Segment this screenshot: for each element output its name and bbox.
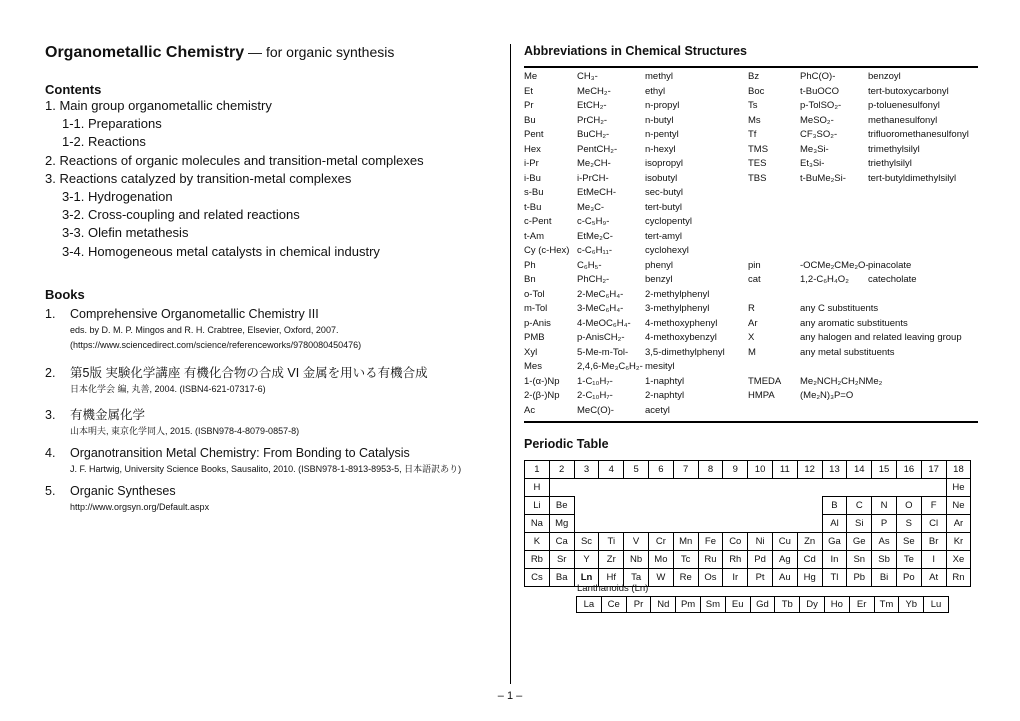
element-cell: Sn [847,551,872,569]
contents-item: 1-2. Reactions [62,134,146,150]
abbr-formula: Me₃C- [577,201,605,213]
abbr-symbol: Pent [524,129,544,140]
element-cell: Na [525,515,550,533]
abbr-name: 4-methoxybenzyl [645,332,717,343]
lanthanoid-row [577,597,949,613]
abbr-name-2: benzoyl [868,71,901,82]
contents-heading: Contents [45,82,102,97]
element-cell: Ir [723,569,748,587]
title-subtitle: — for organic synthesis [244,44,395,60]
element-cell: Rn [946,569,971,587]
element-cell: Ni [748,533,773,551]
book-title [45,407,500,424]
lanthanoid-cell: Ho [824,597,849,613]
element-cell: P [872,515,897,533]
lanthanoid-cell: Dy [800,597,825,613]
element-cell: Sr [549,551,574,569]
book-title-text: Comprehensive Organometallic Chemistry III [70,306,319,321]
element-cell: Se [896,533,921,551]
contents-item: 3-2. Cross-coupling and related reactions [62,207,300,223]
abbr-name: 3,5-dimethylphenyl [645,346,725,358]
lanthanoids-label: Lanthanoids (Ln) [577,583,649,594]
abbr-formula: PrCH₂- [577,114,608,126]
abbr-symbol-2: TBS [748,172,767,184]
abbr-symbol: Et [524,85,533,97]
abbr-name: isobutyl [645,172,678,184]
element-cell: Bi [872,569,897,587]
lanthanoid-cell: Nd [651,597,676,613]
contents-item: 3-1. Hydrogenation [62,188,173,204]
element-cell: Kr [946,533,971,551]
empty-gap [574,497,822,515]
lanthanoid-cell: Yb [899,597,924,613]
lanthanoid-cell: Pm [676,597,701,613]
abbr-name: n-hexyl [645,143,676,155]
lanthanoids-table [576,596,949,613]
abbr-symbol: m-Tol [524,303,548,314]
book-detail: J. F. Hartwig, University Science Books, Sausalito, 2010. (ISBN978-1-8913-8953-5, 日本語訳あり) [70,463,462,474]
empty-gap [574,515,822,533]
abbr-symbol-2: pin [748,259,761,271]
element-cell: Mo [648,551,673,569]
element-cell: B [822,497,847,515]
abbr-formula: 4-MeOC₆H₄- [577,317,631,329]
lanthanoid-cell: Ce [601,597,626,613]
element-cell: Te [896,551,921,569]
abbr-symbol: t-Bu [524,201,542,213]
abbr-formula-2: any metal substituents [800,346,895,358]
abbr-symbol-2: TMS [748,143,769,155]
element-cell: Al [822,515,847,533]
element-cell: Tc [673,551,698,569]
book-detail: http://www.orgsyn.org/Default.aspx [70,501,210,512]
abbr-name: methyl [645,71,673,82]
abbr-symbol: Mes [524,361,542,372]
abbr-symbol: i-Bu [524,172,541,184]
lanthanoid-cell: La [577,597,602,613]
abbr-symbol: PMB [524,332,545,343]
group-number: 9 [723,461,748,479]
book-entry [45,407,500,439]
periodic-table [524,460,971,587]
element-cell: Ag [772,551,797,569]
abbr-symbol-2: TMEDA [748,375,782,387]
book-detail: eds. by D. M. P. Mingos and R. H. Crabtree, Elsevier, Oxford, 2007. [70,324,339,335]
abbr-name-2: catecholate [868,274,917,285]
group-number: 15 [872,461,897,479]
abbr-formula: p-AnisCH₂- [577,332,625,343]
element-cell: Tl [822,569,847,587]
book-detail: 日本化学会 編, 丸善, 2004. (ISBN4-621-07317-6) [70,383,266,394]
abbr-symbol-2: Boc [748,85,765,97]
abbr-formula: 2-C₁₀H₇- [577,390,613,401]
abbr-formula-2: Me₂NCH₂CH₂NMe₂ [800,375,883,387]
abbr-name: n-pentyl [645,129,679,140]
book-number: 2. [45,365,56,380]
book-title-text: 有機金属化学 [70,407,146,422]
element-cell: Os [698,569,723,587]
element-cell: Cs [525,569,550,587]
abbr-symbol: Bu [524,114,536,126]
abbr-name-2: pinacolate [868,259,912,271]
element-cell: Ar [946,515,971,533]
lanthanoid-cell: Er [849,597,874,613]
element-cell: Ln [574,569,599,587]
empty-gap [549,479,946,497]
element-cell: Nb [624,551,649,569]
abbr-name: acetyl [645,404,670,416]
book-entry [45,445,500,477]
element-cell: Si [847,515,872,533]
group-number: 4 [599,461,624,479]
abbr-name: tert-amyl [645,230,682,242]
element-cell: O [896,497,921,515]
abbr-formula: PentCH₂- [577,143,618,155]
abbr-symbol-2: M [748,346,756,358]
element-cell: K [525,533,550,551]
abbr-name: ethyl [645,85,666,97]
abbr-name: cyclopentyl [645,216,692,227]
abbr-formula: c-C₆H₁₁- [577,245,613,256]
abbr-formula: MeCH₂- [577,85,611,97]
abbr-symbol: Cy (c-Hex) [524,245,570,256]
book-entry [45,483,500,515]
abbr-name: n-butyl [645,114,674,126]
element-cell: Po [896,569,921,587]
books-heading: Books [45,286,85,302]
element-cell: Fe [698,533,723,551]
lanthanoid-cell: Gd [750,597,775,613]
element-cell: Co [723,533,748,551]
abbr-formula-2: 1,2-C₆H₄O₂ [800,274,849,285]
abbr-symbol-2: HMPA [748,390,775,401]
abbr-formula: EtCH₂- [577,100,607,111]
element-cell: In [822,551,847,569]
element-cell: He [946,479,971,497]
abbr-symbol: c-Pent [524,216,552,227]
contents-item: 2. Reactions of organic molecules and transition-metal complexes [45,152,424,168]
abbr-formula-2: p-TolSO₂- [800,100,842,111]
contents-item: 1. Main group organometallic chemistry [45,98,272,113]
element-cell: As [872,533,897,551]
abbr-name: benzyl [645,274,673,285]
abbreviations-heading: Abbreviations in Chemical Structures [524,44,747,58]
abbr-symbol: s-Bu [524,187,544,198]
abbr-name: 4-methoxyphenyl [645,317,718,329]
abbr-formula-2: any aromatic substituents [800,317,908,329]
abbr-formula: 2-MeC₆H₄- [577,288,624,300]
group-number: 5 [624,461,649,479]
contents-list [45,97,500,261]
element-cell: Re [673,569,698,587]
book-title-text: 第5版 実験化学講座 有機化合物の合成 VI 金属を用いる有機合成 [70,365,428,380]
abbr-name-2: triethylsilyl [868,158,912,169]
abbr-formula: 3-MeC₆H₄- [577,303,624,314]
book-detail: 山本明夫, 東京化学同人, 2015. (ISBN978-4-8079-0857-8) [70,425,300,436]
page-number: – 1 – [497,690,523,702]
lanthanoid-cell: Tm [874,597,899,613]
group-number: 6 [648,461,673,479]
abbr-name: tert-butyl [645,201,682,213]
abbr-symbol: o-Tol [524,288,545,300]
periodic-period-row [525,551,971,569]
group-number: 12 [797,461,822,479]
book-title [45,483,500,500]
abbr-symbol-2: Ms [748,114,761,126]
abbr-symbol: Hex [524,143,541,155]
abbr-formula-2: PhC(O)- [800,71,836,82]
abbr-symbol: Pr [524,100,534,111]
abbr-symbol: 2-(β-)Np [524,390,560,401]
abbr-formula: c-C₅H₉- [577,216,610,227]
periodic-table-heading: Periodic Table [524,437,609,451]
element-cell: Ta [624,569,649,587]
element-cell: Br [921,533,946,551]
abbr-symbol-2: Ar [748,317,758,329]
abbr-name-2: methanesulfonyl [868,114,938,126]
abbr-formula-2: any halogen and related leaving group [800,332,962,343]
element-cell: Cd [797,551,822,569]
abbr-name-2: tert-butoxycarbonyl [868,85,949,97]
abbr-formula-2: any C substituents [800,303,879,314]
abbr-name-2: trifluoromethanesulfonyl [868,129,969,140]
abbr-name: cyclohexyl [645,245,689,256]
abbr-symbol-2: Tf [748,129,757,140]
abbr-symbol-2: cat [748,274,761,285]
group-number: 10 [748,461,773,479]
group-number: 14 [847,461,872,479]
abbreviations-top-rule [524,66,978,68]
group-number: 13 [822,461,847,479]
element-cell: Ga [822,533,847,551]
book-title-text: Organic Syntheses [70,483,176,498]
element-cell: N [872,497,897,515]
abbr-formula: Me₂CH- [577,158,611,169]
abbr-formula: i-PrCH- [577,172,609,184]
abbr-symbol: i-Pr [524,158,539,169]
abbr-formula: 1-C₁₀H₇- [577,375,613,387]
group-number: 3 [574,461,599,479]
element-cell: Cu [772,533,797,551]
abbr-name: n-propyl [645,100,680,111]
abbr-formula-2: (Me₂N)₃P=O [800,390,854,401]
abbr-symbol-2: X [748,332,755,343]
abbr-name: 2-naphtyl [645,390,685,401]
contents-item: 3-4. Homogeneous metal catalysts in chemical industry [62,243,380,259]
book-title [45,365,500,382]
element-cell: Rh [723,551,748,569]
element-cell: Mn [673,533,698,551]
element-cell: Xe [946,551,971,569]
group-number: 2 [549,461,574,479]
abbr-name: 1-naphtyl [645,375,685,387]
abbr-symbol: p-Anis [524,317,551,329]
abbr-formula: CH₃- [577,71,598,82]
book-detail: (https://www.sciencedirect.com/science/referenceworks/9780080450476) [70,339,362,350]
element-cell: Zn [797,533,822,551]
element-cell: Ti [599,533,624,551]
element-cell: Cr [648,533,673,551]
abbr-symbol-2: Ts [748,100,758,111]
abbr-formula-2: t-BuMe₂Si- [800,172,846,184]
periodic-group-row [525,461,971,479]
element-cell: Pb [847,569,872,587]
contents-item: 3-3. Olefin metathesis [62,225,189,241]
abbr-name-2: tert-butyldimethylsilyl [868,172,957,184]
element-cell: Zr [599,551,624,569]
abbr-formula: MeC(O)- [577,404,614,416]
abbr-formula-2: Et₃Si- [800,158,825,169]
element-cell: Cl [921,515,946,533]
element-cell: Sb [872,551,897,569]
element-cell: W [648,569,673,587]
abbr-formula: PhCH₂- [577,274,610,285]
element-cell: Rb [525,551,550,569]
element-cell: Ge [847,533,872,551]
contents-item: 3. Reactions catalyzed by transition-metal complexes [45,170,352,186]
abbr-formula-2: CF₃SO₂- [800,129,838,140]
group-number: 17 [921,461,946,479]
lanthanoid-cell: Pr [626,597,651,613]
element-cell: Ba [549,569,574,587]
element-cell: S [896,515,921,533]
abbr-name: phenyl [645,259,673,271]
abbr-name: isopropyl [645,158,684,169]
abbr-name: mesityl [645,361,675,372]
element-cell: Au [772,569,797,587]
abbr-name-2: p-toluenesulfonyl [868,100,940,111]
lanthanoid-cell: Tb [775,597,800,613]
abbreviations-bottom-rule [524,421,978,423]
element-cell: Be [549,497,574,515]
abbr-symbol: 1-(α-)Np [524,375,560,387]
element-cell: Ne [946,497,971,515]
element-cell: Pt [748,569,773,587]
lanthanoid-cell: Lu [924,597,949,613]
abbr-symbol: Ph [524,259,536,271]
title-text: Organometallic Chemistry [45,44,245,61]
element-cell: Y [574,551,599,569]
element-cell: I [921,551,946,569]
abbr-symbol-2: TES [748,158,767,169]
abbr-formula: EtMe₂C- [577,230,613,242]
group-number: 1 [525,461,550,479]
abbr-name: 3-methylphenyl [645,303,710,314]
abbr-formula: 2,4,6-Me₃C₆H₂- [577,361,643,372]
lanthanoid-cell: Sm [700,597,725,613]
element-cell: Ca [549,533,574,551]
periodic-period-row [525,497,971,515]
abbr-formula-2: -OCMe₂CMe₂O- [800,259,869,271]
book-entry [45,365,500,397]
abbr-name-2: trimethylsilyl [868,143,920,155]
book-title-text: Organotransition Metal Chemistry: From Bonding to Catalysis [70,445,410,460]
element-cell: Sc [574,533,599,551]
book-number: 3. [45,407,56,422]
periodic-period-row [525,479,971,497]
abbr-symbol: Me [524,71,538,82]
abbr-formula: EtMeCH- [577,187,617,198]
group-number: 11 [772,461,797,479]
column-divider [510,44,511,684]
left-column [45,44,500,515]
group-number: 7 [673,461,698,479]
element-cell: V [624,533,649,551]
abbr-formula-2: Me₃Si- [800,143,829,155]
abbr-formula: BuCH₂- [577,129,610,140]
element-cell: F [921,497,946,515]
element-cell: Hg [797,569,822,587]
element-cell: Li [525,497,550,515]
group-number: 8 [698,461,723,479]
abbr-name: sec-butyl [645,187,684,198]
element-cell: Pd [748,551,773,569]
abbr-symbol: Ac [524,404,536,416]
element-cell: C [847,497,872,515]
abbr-formula: 5-Me-m-Tol- [577,346,629,358]
book-number: 5. [45,483,56,498]
element-cell: At [921,569,946,587]
group-number: 18 [946,461,971,479]
abbr-symbol: t-Am [524,230,545,242]
document-title [45,44,500,62]
periodic-period-row [525,533,971,551]
periodic-period-row [525,515,971,533]
abbr-symbol-2: R [748,303,755,314]
element-cell: Ru [698,551,723,569]
abbr-formula-2: t-BuOCO [800,85,840,97]
element-cell: H [525,479,550,497]
right-column [524,44,980,610]
abbr-formula: C₆H₅- [577,259,602,271]
book-number: 4. [45,445,56,460]
group-number: 16 [896,461,921,479]
books-list [45,306,500,515]
element-cell: Mg [549,515,574,533]
book-title [45,306,500,323]
book-number: 1. [45,306,56,321]
abbr-name: 2-methylphenyl [645,288,710,300]
abbr-formula-2: MeSO₂- [800,114,834,126]
lanthanoid-cell: Eu [725,597,750,613]
abbr-symbol: Bn [524,274,536,285]
contents-item: 1-1. Preparations [62,116,162,132]
abbr-symbol-2: Bz [748,71,760,82]
book-entry [45,306,500,353]
element-cell: Hf [599,569,624,587]
abbr-symbol: Xyl [524,346,538,358]
book-title [45,445,500,462]
